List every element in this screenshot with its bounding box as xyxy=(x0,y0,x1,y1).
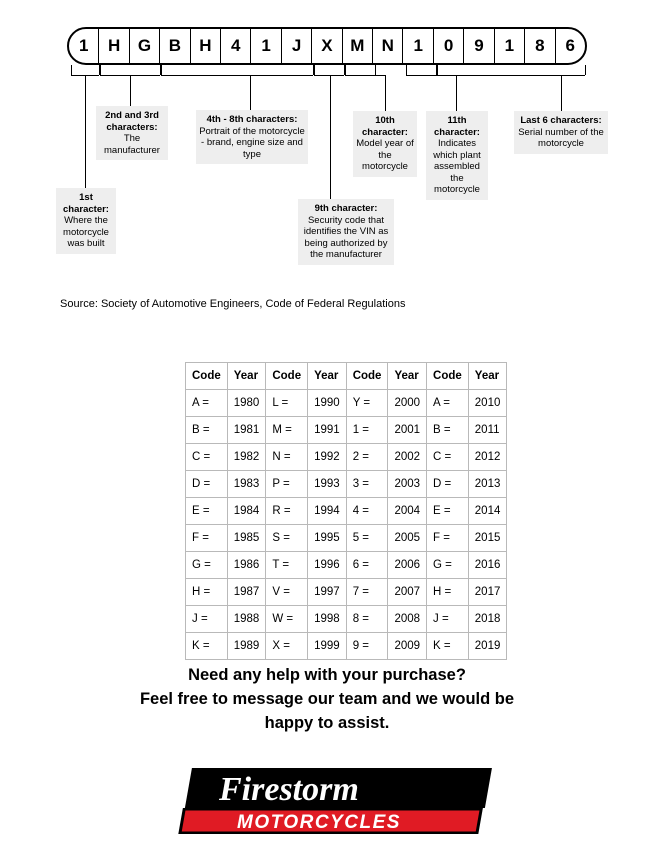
callout-title: Last 6 characters: xyxy=(520,115,602,126)
table-cell: 2014 xyxy=(468,498,507,525)
vin-char: 6 xyxy=(565,36,575,55)
table-cell: R = xyxy=(266,498,308,525)
leader-line xyxy=(375,65,376,75)
table-cell: 1985 xyxy=(227,525,266,552)
leader-line xyxy=(345,65,346,75)
vin-char: 1 xyxy=(495,29,525,63)
table-cell: 5 = xyxy=(346,525,388,552)
column-header: Year xyxy=(308,363,347,390)
table-cell: 1 = xyxy=(346,417,388,444)
vin-char: 4 xyxy=(221,29,251,63)
leader-line xyxy=(375,75,385,76)
year-code-table xyxy=(185,362,507,660)
table-cell: 1984 xyxy=(227,498,266,525)
table-cell: 2009 xyxy=(388,633,427,660)
table-cell: 2015 xyxy=(468,525,507,552)
table-cell: C = xyxy=(186,444,228,471)
callout-title: 4th - 8th characters: xyxy=(206,114,298,125)
table-row xyxy=(186,525,507,552)
table-cell: 2013 xyxy=(468,471,507,498)
table-row xyxy=(186,579,507,606)
vin-char: H xyxy=(99,29,129,63)
table-cell: L = xyxy=(266,390,308,417)
table-cell: A = xyxy=(427,390,469,417)
vin-char: J xyxy=(282,29,312,63)
table-cell: 2001 xyxy=(388,417,427,444)
callout-body: Security code that identifies the VIN as being authorized by the manufacturer xyxy=(303,214,389,260)
table-cell: 2016 xyxy=(468,552,507,579)
callout-body: Portrait of the motorcycle - brand, engine size and type xyxy=(199,125,305,160)
table-cell: E = xyxy=(427,498,469,525)
table-cell: 2003 xyxy=(388,471,427,498)
table-cell: 1980 xyxy=(227,390,266,417)
callout-title: 9th character: xyxy=(314,203,378,214)
callout-body: Serial number of the motorcycle xyxy=(518,126,604,149)
table-row xyxy=(186,498,507,525)
table-cell: 6 = xyxy=(346,552,388,579)
table-cell: 8 = xyxy=(346,606,388,633)
table-cell: 4 = xyxy=(346,498,388,525)
table-cell: F = xyxy=(186,525,228,552)
callout-ninth-character xyxy=(298,199,394,265)
table-cell: J = xyxy=(427,606,469,633)
table-cell: K = xyxy=(186,633,228,660)
callout-first-character xyxy=(56,188,116,254)
help-line-1: Need any help with your purchase? xyxy=(188,666,466,684)
callout-second-third-characters xyxy=(96,106,168,160)
table-cell: W = xyxy=(266,606,308,633)
table-cell: H = xyxy=(186,579,228,606)
table-cell: 2002 xyxy=(388,444,427,471)
table-cell: 1997 xyxy=(308,579,347,606)
vin-char: 9 xyxy=(464,29,494,63)
table-header-row xyxy=(186,363,507,390)
callout-title: 1st character: xyxy=(63,192,109,215)
callout-body: The manufacturer xyxy=(104,133,160,156)
vin-char: 1 xyxy=(251,29,281,63)
table-cell: 7 = xyxy=(346,579,388,606)
table-cell: B = xyxy=(427,417,469,444)
table-cell: G = xyxy=(427,552,469,579)
table-cell: 1996 xyxy=(308,552,347,579)
table-cell: J = xyxy=(186,606,228,633)
table-cell: 1988 xyxy=(227,606,266,633)
logo-primary-text: Firestorm xyxy=(219,771,359,808)
table-cell: 2000 xyxy=(388,390,427,417)
leader-line xyxy=(250,75,251,110)
callout-body: Indicates which plant assembled the motorcycle xyxy=(433,138,481,195)
table-row xyxy=(186,633,507,660)
column-header: Code xyxy=(266,363,308,390)
table-cell: M = xyxy=(266,417,308,444)
table-cell: P = xyxy=(266,471,308,498)
table-cell: 2011 xyxy=(468,417,507,444)
callout-title: 10th character: xyxy=(362,115,408,138)
table-cell: 2008 xyxy=(388,606,427,633)
table-row xyxy=(186,390,507,417)
column-header: Code xyxy=(427,363,469,390)
table-cell: D = xyxy=(427,471,469,498)
logo-graphic xyxy=(177,762,497,844)
callout-eleventh-character xyxy=(426,111,488,200)
table-cell: 2018 xyxy=(468,606,507,633)
table-cell: 2010 xyxy=(468,390,507,417)
table-cell: 2017 xyxy=(468,579,507,606)
leader-line xyxy=(314,75,344,76)
table-cell: S = xyxy=(266,525,308,552)
table-cell: 2007 xyxy=(388,579,427,606)
table-cell: 1986 xyxy=(227,552,266,579)
vin-char: 1 xyxy=(69,29,99,63)
table-cell: N = xyxy=(266,444,308,471)
leader-line xyxy=(585,65,586,75)
callout-body: Model year of the motorcycle xyxy=(356,138,414,172)
leader-line xyxy=(330,75,331,199)
table-cell: 1990 xyxy=(308,390,347,417)
year-code-table-wrapper xyxy=(185,362,507,660)
leader-line xyxy=(314,65,315,75)
vin-char: N xyxy=(373,29,403,63)
table-cell: 2004 xyxy=(388,498,427,525)
help-line-3: happy to assist. xyxy=(264,714,390,732)
vin-char: 1 xyxy=(403,29,433,63)
table-cell: 2012 xyxy=(468,444,507,471)
callout-last-six-characters xyxy=(514,111,608,154)
table-cell: A = xyxy=(186,390,228,417)
callout-tenth-character xyxy=(353,111,417,177)
table-cell: G = xyxy=(186,552,228,579)
table-cell: 2 = xyxy=(346,444,388,471)
table-cell: D = xyxy=(186,471,228,498)
table-cell: C = xyxy=(427,444,469,471)
callout-title: 11th character: xyxy=(434,115,480,138)
callout-fourth-eighth-characters xyxy=(196,110,308,164)
table-row xyxy=(186,417,507,444)
table-cell: 1989 xyxy=(227,633,266,660)
vin-diagram xyxy=(0,0,654,310)
table-row xyxy=(186,471,507,498)
table-cell: 9 = xyxy=(346,633,388,660)
table-cell: T = xyxy=(266,552,308,579)
leader-line xyxy=(561,75,562,111)
table-cell: 2005 xyxy=(388,525,427,552)
leader-line xyxy=(85,75,86,188)
table-cell: 2019 xyxy=(468,633,507,660)
column-header: Year xyxy=(468,363,507,390)
help-line-2: Feel free to message our team and we would be xyxy=(139,690,515,708)
table-cell: 1995 xyxy=(308,525,347,552)
table-row xyxy=(186,444,507,471)
leader-line xyxy=(345,75,375,76)
callout-title: 2nd and 3rd characters: xyxy=(105,110,159,133)
leader-line xyxy=(100,65,101,75)
vin-char: H xyxy=(191,29,221,63)
column-header: Year xyxy=(227,363,266,390)
table-cell: V = xyxy=(266,579,308,606)
callout-body: Where the motorcycle was built xyxy=(63,215,109,249)
table-cell: X = xyxy=(266,633,308,660)
leader-line xyxy=(130,75,131,106)
table-cell: 1998 xyxy=(308,606,347,633)
table-cell: 1992 xyxy=(308,444,347,471)
vin-char: 0 xyxy=(434,29,464,63)
vin-character-bar xyxy=(67,27,587,65)
table-cell: 1982 xyxy=(227,444,266,471)
leader-line xyxy=(406,65,407,75)
leader-line xyxy=(71,65,72,75)
vin-char: M xyxy=(343,29,373,63)
table-cell: 1991 xyxy=(308,417,347,444)
leader-line xyxy=(385,75,386,111)
table-cell: 1993 xyxy=(308,471,347,498)
table-cell: H = xyxy=(427,579,469,606)
column-header: Code xyxy=(346,363,388,390)
table-cell: Y = xyxy=(346,390,388,417)
leader-line xyxy=(406,75,436,76)
table-cell: K = xyxy=(427,633,469,660)
vin-char: B xyxy=(160,29,190,63)
table-cell: 1994 xyxy=(308,498,347,525)
table-cell: E = xyxy=(186,498,228,525)
table-cell: B = xyxy=(186,417,228,444)
table-cell: 2006 xyxy=(388,552,427,579)
logo-secondary-text: MOTORCYCLES xyxy=(237,812,401,833)
leader-line xyxy=(456,75,457,111)
firestorm-motorcycles-logo xyxy=(177,762,497,844)
column-header: Code xyxy=(186,363,228,390)
source-note: Source: Society of Automotive Engineers, Code of Federal Regulations xyxy=(60,298,406,310)
column-header: Year xyxy=(388,363,427,390)
vin-char: G xyxy=(130,29,160,63)
table-cell: 1983 xyxy=(227,471,266,498)
table-cell: 1981 xyxy=(227,417,266,444)
table-cell: 3 = xyxy=(346,471,388,498)
leader-line xyxy=(437,75,585,76)
help-message xyxy=(0,663,654,735)
leader-line xyxy=(437,65,438,75)
table-cell: 1987 xyxy=(227,579,266,606)
table-row xyxy=(186,606,507,633)
vin-char: X xyxy=(312,29,342,63)
table-row xyxy=(186,552,507,579)
leader-line xyxy=(161,65,162,75)
vin-char: 8 xyxy=(525,29,555,63)
table-cell: 1999 xyxy=(308,633,347,660)
leader-line xyxy=(161,75,313,76)
table-cell: F = xyxy=(427,525,469,552)
